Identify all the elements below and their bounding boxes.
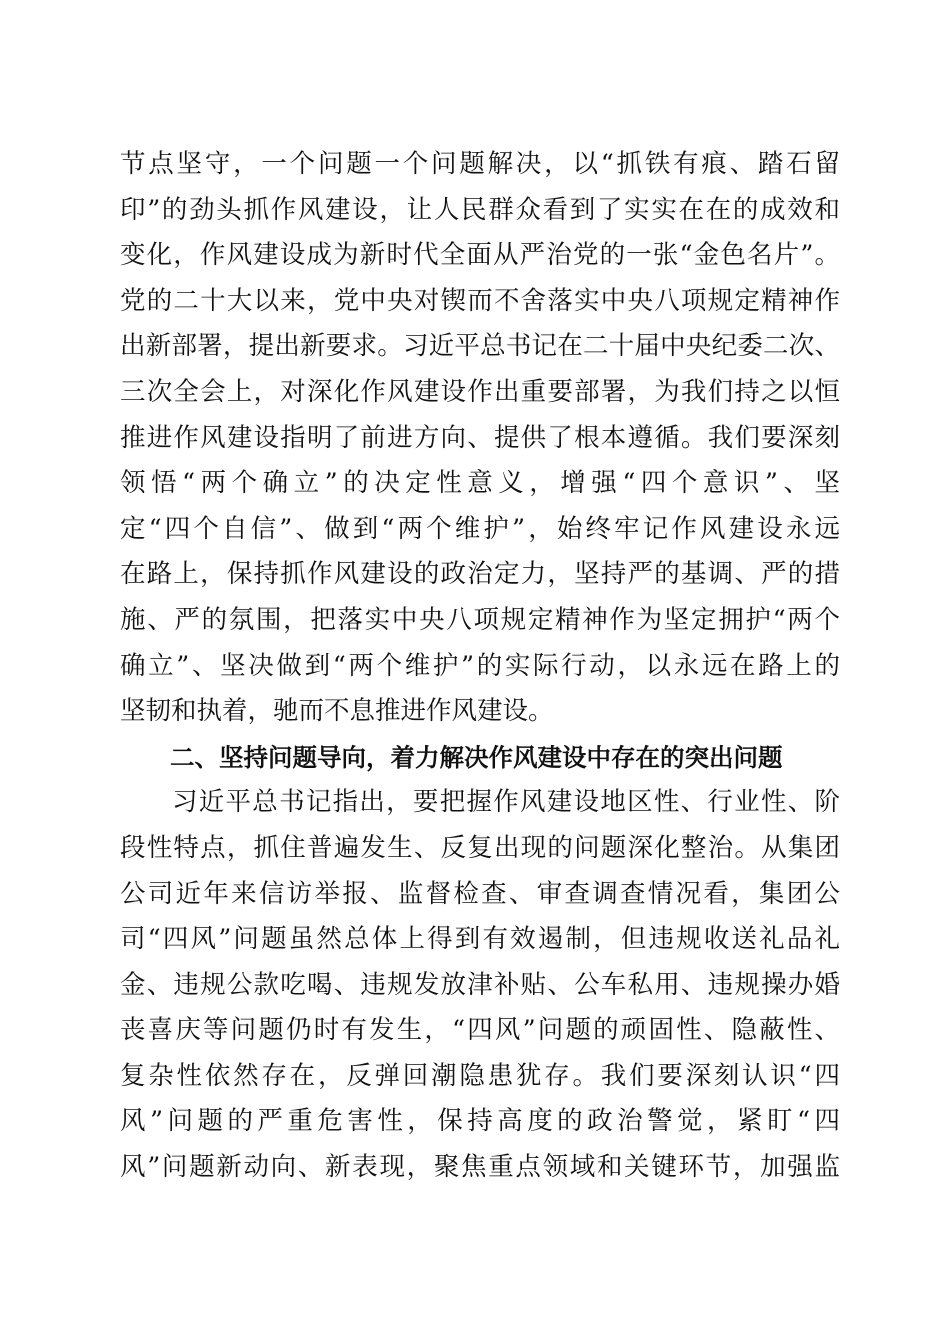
text-line: 丧喜庆等问题仍时有发生，“四风”问题的顽固性、隐蔽性、	[120, 1015, 840, 1046]
text-line: 习近平总书记指出，要把握作风建设地区性、行业性、阶	[172, 787, 840, 818]
text-line: 风”问题新动向、新表现，聚焦重点领域和关键环节，加强监	[120, 1152, 840, 1183]
text-line: 复杂性依然存在，反弹回潮隐患犹存。我们要深刻认识“四	[120, 1060, 840, 1091]
text-line: 定“四个自信”、做到“两个维护”，始终牢记作风建设永远	[120, 513, 840, 544]
text-line: 段性特点，抓住普遍发生、反复出现的问题深化整治。从集团	[120, 832, 840, 863]
document-body	[120, 142, 840, 1191]
text-line: 公司近年来信访举报、监督检查、审查调查情况看，集团公	[120, 878, 840, 909]
text-line: 推进作风建设指明了前进方向、提供了根本遵循。我们要深刻	[120, 422, 840, 453]
paragraph-continued	[120, 142, 840, 735]
text-line: 领悟“两个确立”的决定性意义，增强“四个意识”、坚	[120, 468, 840, 499]
text-line: 变化，作风建设成为新时代全面从严治党的一张“金色名片”。	[120, 240, 840, 271]
text-line: 施、严的氛围，把落实中央八项规定精神作为坚定拥护“两个	[120, 604, 840, 635]
text-line: 印”的劲头抓作风建设，让人民群众看到了实实在在的成效和	[120, 194, 840, 225]
paragraph-section-two	[120, 780, 840, 1190]
text-line: 出新部署，提出新要求。习近平总书记在二十届中央纪委二次、	[120, 331, 840, 362]
text-line: 三次全会上，对深化作风建设作出重要部署，为我们持之以恒	[120, 376, 840, 407]
text-line: 司“四风”问题虽然总体上得到有效遏制，但违规收送礼品礼	[120, 924, 840, 955]
section-heading: 二、坚持问题导向，着力解决作风建设中存在的突出问题	[170, 742, 783, 772]
text-line: 党的二十大以来，党中央对锲而不舍落实中央八项规定精神作	[120, 285, 840, 316]
text-line: 风”问题的严重危害性，保持高度的政治警觉，紧盯“四	[120, 1106, 840, 1137]
text-line: 确立”、坚决做到“两个维护”的实际行动，以永远在路上的	[120, 650, 840, 681]
text-line: 坚韧和执着，驰而不息推进作风建设。	[120, 696, 554, 727]
text-line: 在路上，保持抓作风建设的政治定力，坚持严的基调、严的措	[120, 559, 840, 590]
text-line: 节点坚守，一个问题一个问题解决，以“抓铁有痕、踏石留	[120, 149, 840, 179]
text-line: 金、违规公款吃喝、违规发放津补贴、公车私用、违规操办婚	[120, 969, 840, 1000]
